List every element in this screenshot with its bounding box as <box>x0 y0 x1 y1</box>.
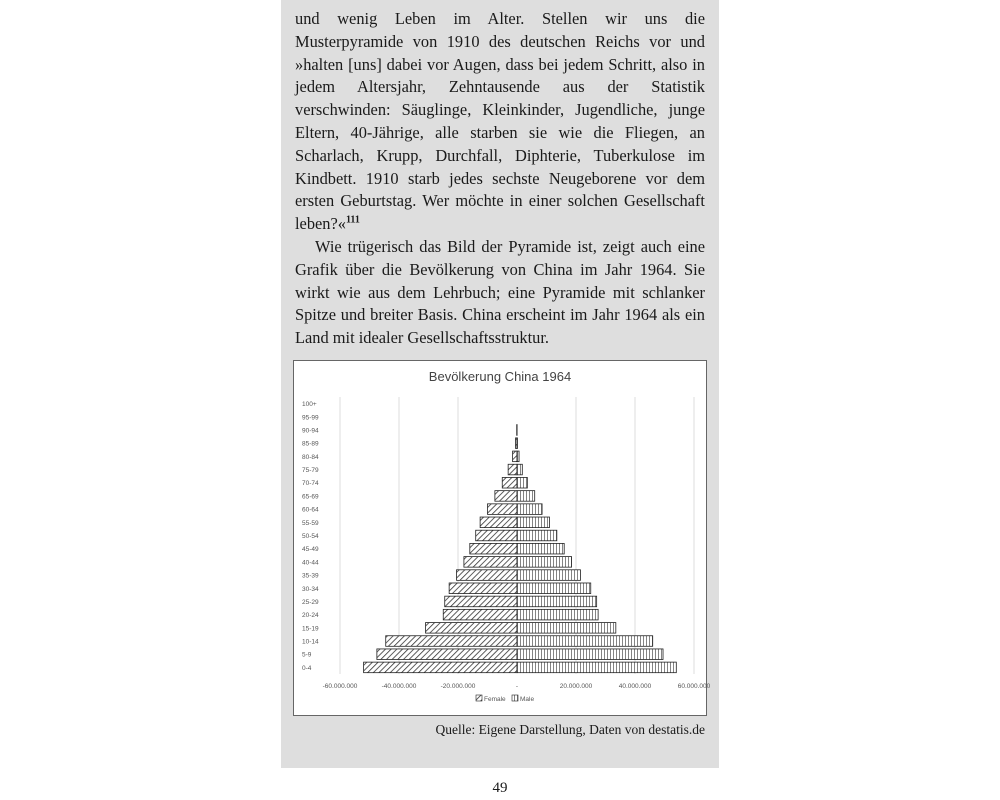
body-text <box>295 8 705 350</box>
bar-female <box>457 570 517 581</box>
bar-female <box>480 517 517 528</box>
y-tick-label: 85-89 <box>302 440 319 448</box>
y-tick-label: 40-44 <box>302 559 319 567</box>
bar-female <box>502 477 517 488</box>
y-tick-label: 100+ <box>302 401 317 409</box>
bar-male <box>517 451 519 462</box>
bar-female <box>488 504 518 515</box>
bar-male <box>517 609 598 620</box>
y-tick-label: 80-84 <box>302 453 319 461</box>
bar-male <box>517 543 564 554</box>
population-chart <box>293 360 711 716</box>
x-tick-label: 20.000.000 <box>559 683 593 690</box>
x-tick-label: -40.000.000 <box>381 683 417 690</box>
y-tick-label: 45-49 <box>302 546 319 554</box>
bar-female <box>513 451 517 462</box>
x-tick-label: 60.000.000 <box>677 683 711 690</box>
bar-male <box>517 477 527 488</box>
bar-male <box>517 464 522 475</box>
bar-male <box>517 623 616 634</box>
bar-male <box>517 636 653 647</box>
figure-caption: Quelle: Eigene Darstellung, Daten von destatis.de <box>435 722 705 737</box>
legend-swatch-male <box>512 695 518 701</box>
legend-label-female: Female <box>484 696 506 703</box>
bar-female <box>476 530 517 541</box>
x-tick-label: -20.000.000 <box>440 683 476 690</box>
y-tick-label: 90-94 <box>302 427 319 435</box>
y-tick-label: 25-29 <box>302 598 319 606</box>
footnote-reference[interactable]: 111 <box>345 214 360 226</box>
bar-male <box>517 662 676 673</box>
bar-female <box>464 557 517 568</box>
bar-male <box>517 583 591 594</box>
y-tick-label: 95-99 <box>302 414 319 422</box>
bar-male <box>517 504 542 515</box>
bar-female <box>495 491 517 502</box>
y-tick-label: 20-24 <box>302 612 319 620</box>
bar-female <box>426 623 517 634</box>
bar-male <box>517 596 597 607</box>
bar-female <box>449 583 517 594</box>
y-tick-label: 50-54 <box>302 533 319 540</box>
legend-label-male: Male <box>520 696 535 703</box>
bar-female <box>377 649 517 660</box>
bar-female <box>508 464 517 475</box>
paragraph-1 <box>295 8 705 236</box>
x-tick-label: 40.000.000 <box>618 683 652 690</box>
chart-title: Bevölkerung China 1964 <box>428 369 572 384</box>
bar-male <box>517 649 663 660</box>
book-page <box>281 0 719 768</box>
y-tick-label: 55-59 <box>302 519 319 527</box>
page-number: 49 <box>492 780 508 796</box>
y-tick-label: 10-14 <box>302 638 319 646</box>
paragraph-1-text: und wenig Leben im Alter. Stellen wir uns die Musterpyramide von 1910 des deutschen Reichs vor und »halten [uns] dabei vor Augen, dass bei jedem Schritt, also in jedem Altersjahr, Zehntausende aus der Statistik verschwinden: Säuglinge, Kleinkinder, Jugendliche, junge Eltern, 40-Jährige, alle starben sie wie die Fliegen, an Scharlach, Krupp, Durchfall, Diphterie, Tuberkulose im Kindbett. 1910 starb jedes sechste Neugeborene vor dem ersten Geburtstag. Wer möchte in einer solchen Gesellschaft leben?« <box>295 9 705 234</box>
y-tick-label: 75-79 <box>302 467 319 475</box>
bar-male <box>517 557 572 568</box>
bar-female <box>443 609 517 620</box>
x-tick-label: -60.000.000 <box>322 683 358 690</box>
bar-female <box>445 596 517 607</box>
bar-male <box>517 570 580 581</box>
x-tick-label: - <box>515 683 519 690</box>
y-tick-label: 65-69 <box>302 493 319 501</box>
y-tick-label: 0-4 <box>302 664 312 672</box>
chart-canvas <box>294 361 711 715</box>
bar-male <box>517 517 549 528</box>
y-tick-label: 30-34 <box>302 585 319 593</box>
bar-male <box>517 491 535 502</box>
bar-female <box>364 662 517 673</box>
paragraph-2: Wie trügerisch das Bild der Pyramide ist, zeigt auch eine Grafik über die Bevölkerung von China im Jahr 1964. Sie wirkt wie aus dem Lehrbuch; eine Pyramide mit schlanker Spitze und breiter Basis. China erscheint im Jahr 1964 als ein Land mit idealer Gesellschaftsstruktur. <box>295 236 705 348</box>
bar-female <box>470 543 517 554</box>
y-tick-label: 35-39 <box>302 572 319 580</box>
y-tick-label: 5-9 <box>302 651 312 659</box>
bar-female <box>386 636 517 647</box>
bar-male <box>517 530 557 541</box>
y-tick-label: 15-19 <box>302 625 319 633</box>
y-tick-label: 60-64 <box>302 506 319 514</box>
y-tick-label: 70-74 <box>302 480 319 488</box>
legend-swatch-female <box>476 695 482 701</box>
